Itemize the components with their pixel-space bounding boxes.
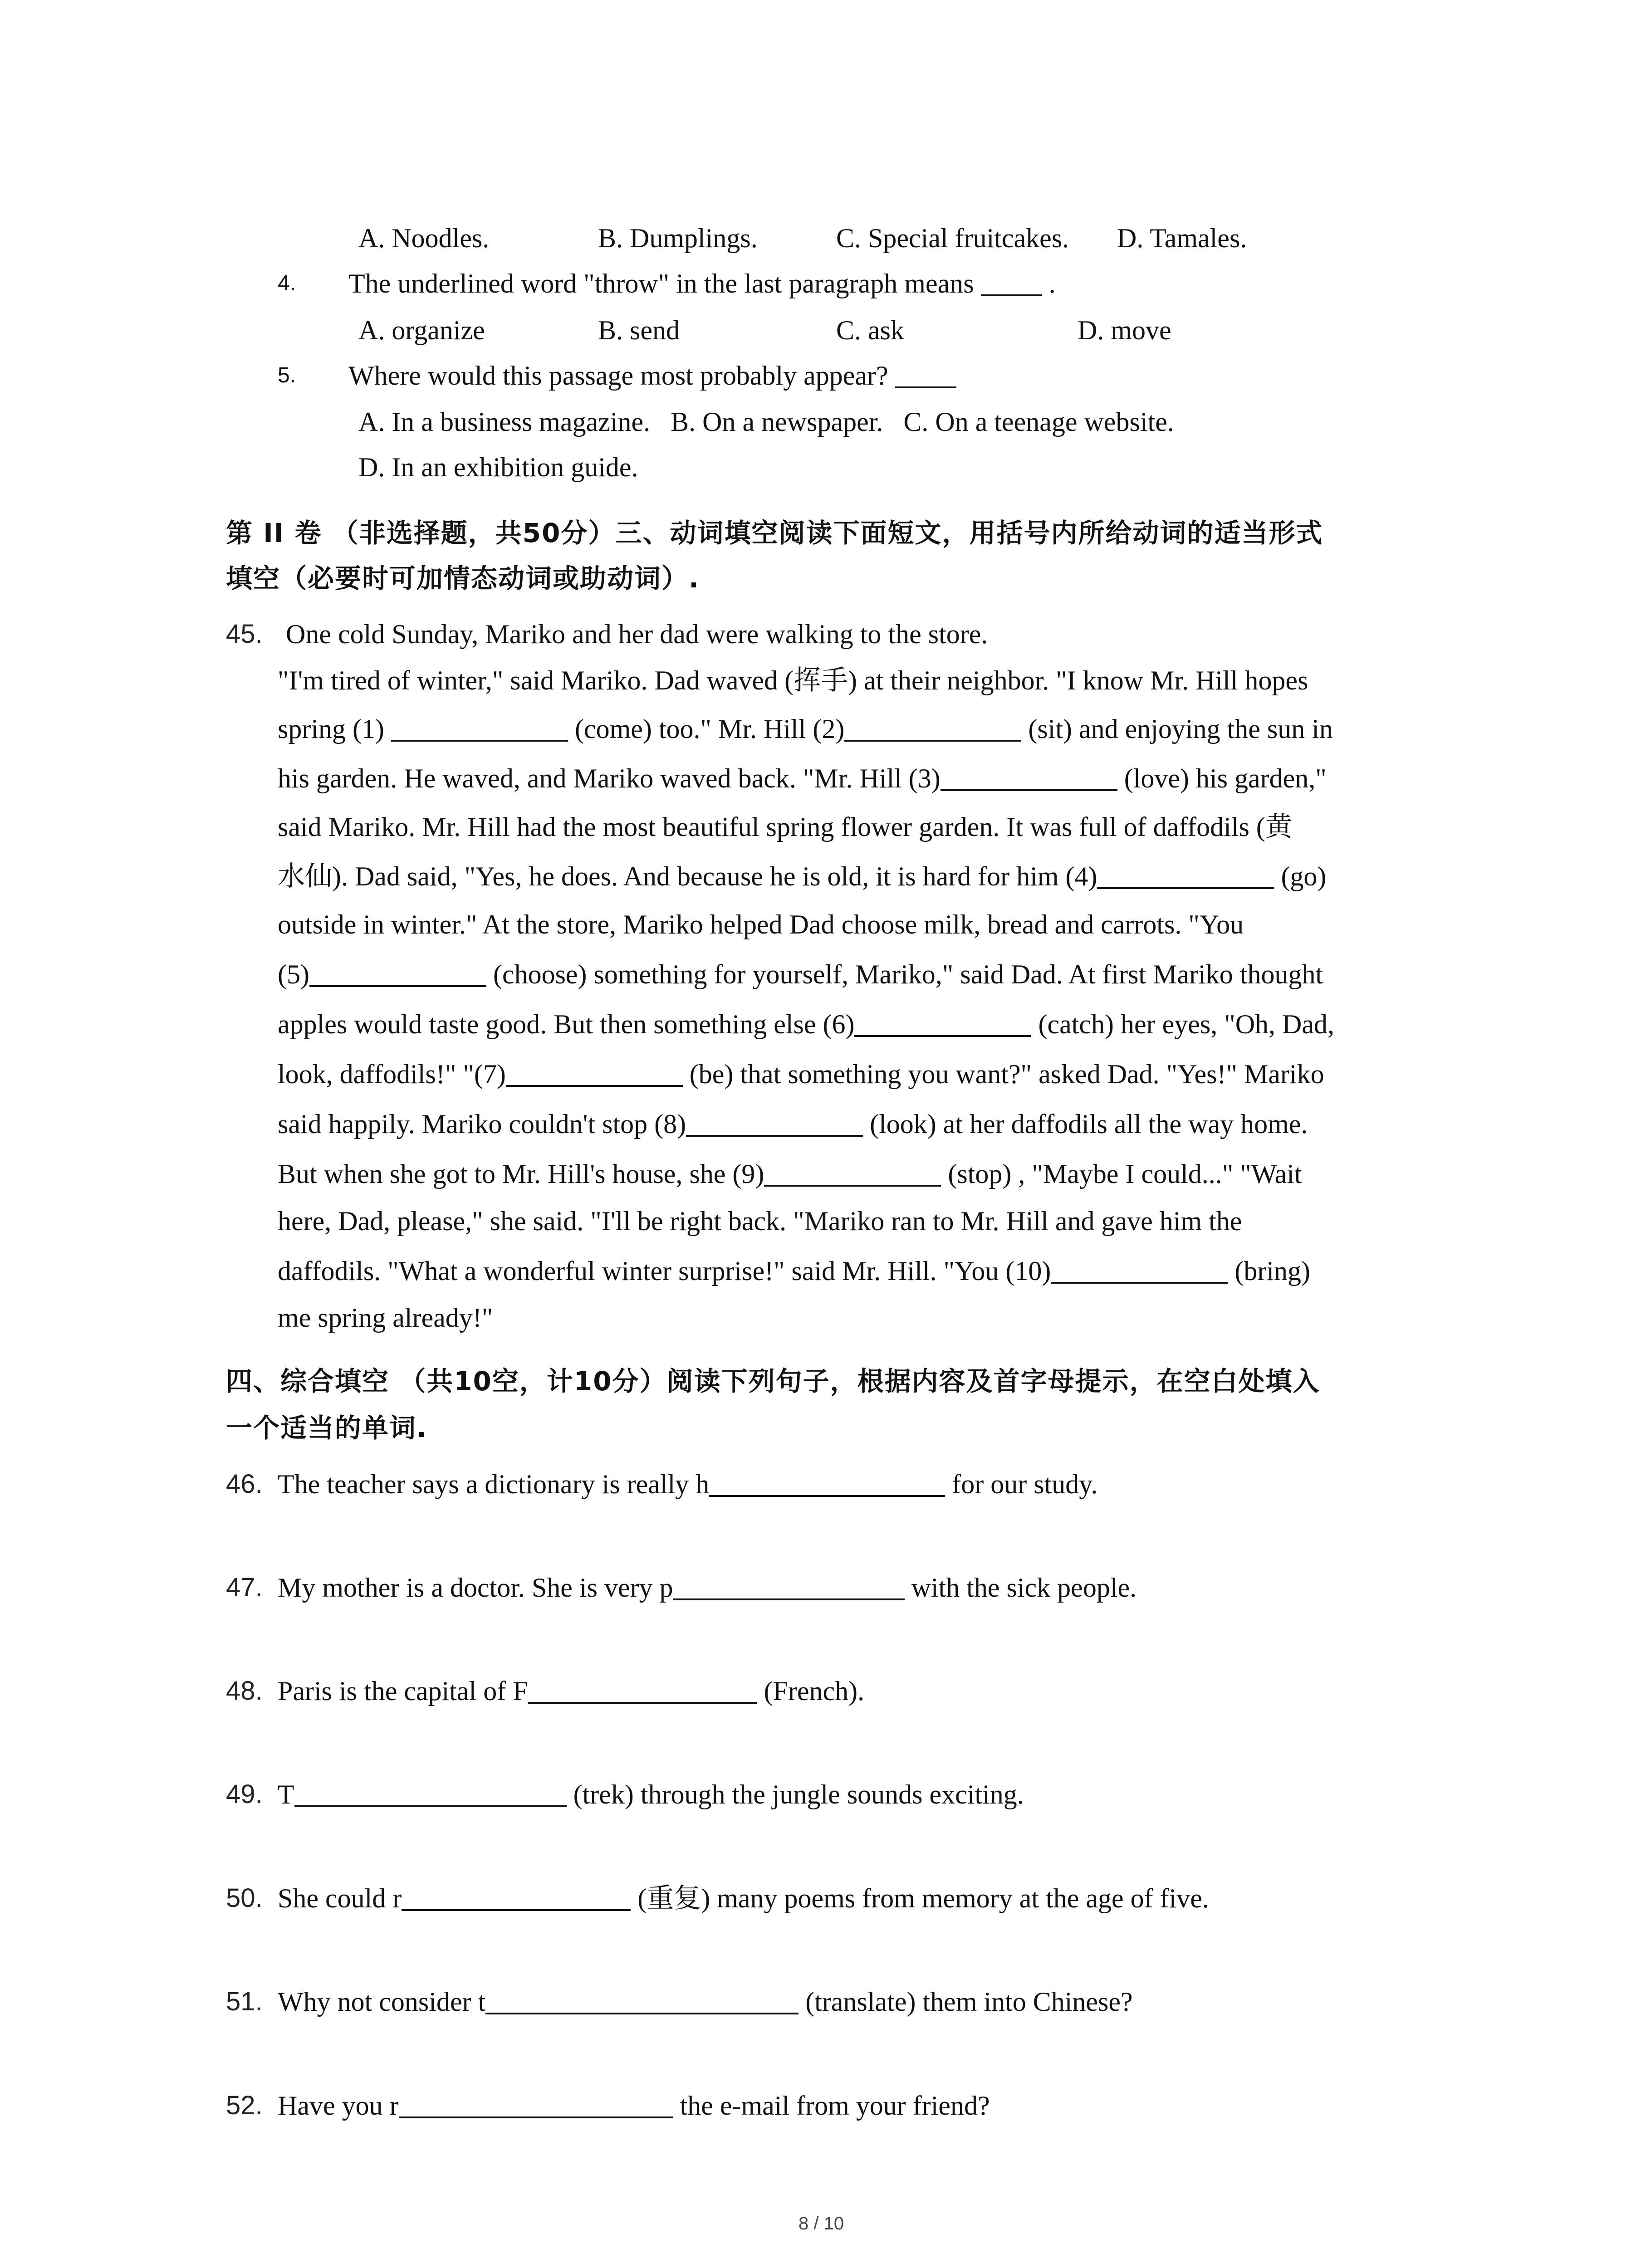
q5-answer-blank[interactable] xyxy=(895,361,956,388)
q45-line-3 xyxy=(278,711,1333,747)
q48-sentence xyxy=(278,1673,864,1709)
q48-text-before: Paris is the capital of F xyxy=(278,1676,528,1706)
q4-end: . xyxy=(1048,269,1056,298)
q45-line-10 xyxy=(278,1056,1324,1092)
q47-number: 47. xyxy=(226,1573,263,1602)
q47-text-before: My mother is a doctor. She is very p xyxy=(278,1573,673,1603)
q3-option-b: B. Dumplings. xyxy=(598,223,758,253)
q45-line-11 xyxy=(278,1106,1308,1142)
q45-blank-3[interactable] xyxy=(941,764,1117,791)
q5-option-a xyxy=(358,404,1174,440)
q45-blank-4[interactable] xyxy=(1097,862,1274,889)
q4-question xyxy=(348,265,1056,302)
q50-sentence xyxy=(278,1880,1209,1916)
q45-text: (love) his garden," xyxy=(1124,763,1327,793)
q5-number: 5. xyxy=(278,363,296,387)
q45-text: (go) xyxy=(1281,861,1327,891)
q45-text: apples would taste good. But then something else (6) xyxy=(278,1009,855,1039)
q48-number: 48. xyxy=(226,1676,263,1706)
q45-line-8 xyxy=(278,956,1323,992)
q45-line-7: outside in winter." At the store, Mariko helped Dad choose milk, bread and carrots. "You xyxy=(278,909,1244,939)
q4-option-c: C. ask xyxy=(836,315,904,345)
q45-text: (be) that something you want?" asked Dad. "Yes!" Mariko xyxy=(689,1059,1324,1089)
q45-blank-10[interactable] xyxy=(1051,1256,1228,1284)
q45-text: (look) at her daffodils all the way home. xyxy=(870,1109,1308,1139)
q3-option-c: C. Special fruitcakes. xyxy=(836,223,1069,253)
q47-sentence xyxy=(278,1569,1136,1606)
section3-heading-line1: 第 II 卷 （非选择题，共50分）三、动词填空阅读下面短文，用括号内所给动词的适当形式 xyxy=(226,518,1323,548)
q45-blank-1[interactable] xyxy=(391,714,568,742)
section4-heading-line1: 四、综合填空 （共10空，计10分）阅读下列句子，根据内容及首字母提示，在空白处填入 xyxy=(226,1366,1320,1397)
q45-text: (catch) her eyes, "Oh, Dad, xyxy=(1038,1009,1334,1039)
q45-text: look, daffodils!" "(7) xyxy=(278,1059,506,1089)
q4-option-b: B. send xyxy=(598,315,680,345)
q45-line-12 xyxy=(278,1156,1302,1192)
page-number: 8 / 10 xyxy=(798,2214,844,2234)
q45-blank-9[interactable] xyxy=(764,1159,941,1187)
q45-line-14 xyxy=(278,1253,1310,1289)
q46-sentence xyxy=(278,1466,1097,1502)
q45-blank-7[interactable] xyxy=(506,1060,683,1087)
q52-number: 52. xyxy=(226,2091,263,2120)
q52-sentence xyxy=(278,2087,990,2124)
q5-option-d: D. In an exhibition guide. xyxy=(358,452,638,482)
q3-option-a: A. Noodles. xyxy=(358,223,490,253)
q45-line-13: here, Dad, please," she said. "I'll be right back. "Mariko ran to Mr. Hill and gave him the xyxy=(278,1206,1242,1236)
q49-number: 49. xyxy=(226,1779,263,1809)
q5-option-b-text: B. On a newspaper. xyxy=(671,407,883,437)
q45-text: (come) too." Mr. Hill (2) xyxy=(574,714,845,744)
q45-text: (choose) something for yourself, Mariko," said Dad. At first Mariko thought xyxy=(493,959,1323,989)
q45-line-5: said Mariko. Mr. Hill had the most beautiful spring flower garden. It was full of daffodils (黄 xyxy=(278,812,1293,842)
q47-answer-blank[interactable] xyxy=(673,1573,905,1600)
q45-blank-2[interactable] xyxy=(844,714,1021,742)
q45-text: spring (1) xyxy=(278,714,384,744)
q45-text: 水仙). Dad said, "Yes, he does. And because he is old, it is hard for him (4) xyxy=(278,861,1097,891)
q52-answer-blank[interactable] xyxy=(399,2091,673,2118)
q5-option-c-text: C. On a teenage website. xyxy=(903,407,1174,437)
q4-option-a: A. organize xyxy=(358,315,485,345)
q51-text-before: Why not consider t xyxy=(278,1987,486,2017)
q50-number: 50. xyxy=(226,1883,263,1913)
q45-text: But when she got to Mr. Hill's house, she (9) xyxy=(278,1159,764,1189)
q46-text-after: for our study. xyxy=(952,1469,1098,1499)
q4-number: 4. xyxy=(278,271,296,295)
q52-text-before: Have you r xyxy=(278,2091,399,2121)
q45-text: (stop) , "Maybe I could..." "Wait xyxy=(948,1159,1302,1189)
q47-text-after: with the sick people. xyxy=(911,1573,1137,1603)
q45-text: his garden. He waved, and Mariko waved back. "Mr. Hill (3) xyxy=(278,763,941,793)
q45-blank-5[interactable] xyxy=(309,960,486,987)
q49-answer-blank[interactable] xyxy=(294,1780,567,1807)
q50-answer-blank[interactable] xyxy=(402,1884,631,1911)
q4-option-d: D. move xyxy=(1078,315,1171,345)
q4-text: The underlined word "throw" in the last paragraph means xyxy=(348,269,974,298)
q5-question xyxy=(348,357,956,394)
q45-text: (bring) xyxy=(1234,1256,1310,1286)
q5-text: Where would this passage most probably appear? xyxy=(348,361,888,391)
q45-blank-8[interactable] xyxy=(686,1110,863,1137)
q52-text-after: the e-mail from your friend? xyxy=(680,2091,990,2121)
q45-line-2: "I'm tired of winter," said Mariko. Dad waved (挥手) at their neighbor. "I know Mr. Hill hopes xyxy=(278,665,1308,695)
q51-number: 51. xyxy=(226,1987,263,2016)
q50-text-after: (重复) many poems from memory at the age of five. xyxy=(637,1883,1209,1913)
q4-answer-blank[interactable] xyxy=(981,269,1042,296)
q48-answer-blank[interactable] xyxy=(528,1677,757,1704)
q50-text-before: She could r xyxy=(278,1883,402,1913)
q51-text-after: (translate) them into Chinese? xyxy=(805,1987,1133,2017)
q45-text: (5) xyxy=(278,959,309,989)
section3-heading-line2: 填空（必要时可加情态动词或助动词）. xyxy=(226,563,700,594)
q45-blank-6[interactable] xyxy=(854,1010,1031,1037)
q45-line-1: One cold Sunday, Mariko and her dad were walking to the store. xyxy=(286,619,988,649)
q45-line-6 xyxy=(278,858,1326,894)
q45-text: daffodils. "What a wonderful winter surprise!" said Mr. Hill. "You (10) xyxy=(278,1256,1051,1286)
q46-answer-blank[interactable] xyxy=(709,1470,945,1497)
q49-text-before: T xyxy=(278,1779,294,1809)
q51-answer-blank[interactable] xyxy=(485,1987,798,2014)
q3-option-d: D. Tamales. xyxy=(1117,223,1247,253)
q45-number: 45. xyxy=(226,619,263,649)
q49-text-after: (trek) through the jungle sounds exciting. xyxy=(573,1779,1024,1809)
q46-number: 46. xyxy=(226,1469,263,1499)
q45-line-15: me spring already!" xyxy=(278,1303,493,1333)
q46-text-before: The teacher says a dictionary is really h xyxy=(278,1469,710,1499)
q48-text-after: (French). xyxy=(764,1676,865,1706)
q45-text: (sit) and enjoying the sun in xyxy=(1028,714,1333,744)
q51-sentence xyxy=(278,1984,1133,2020)
q45-line-4 xyxy=(278,760,1327,797)
q5-option-a-text: A. In a business magazine. xyxy=(358,407,651,437)
q45-line-9 xyxy=(278,1006,1334,1042)
q49-sentence xyxy=(278,1776,1024,1813)
section4-heading-line2: 一个适当的单词. xyxy=(226,1413,428,1443)
q45-text: said happily. Mariko couldn't stop (8) xyxy=(278,1109,686,1139)
